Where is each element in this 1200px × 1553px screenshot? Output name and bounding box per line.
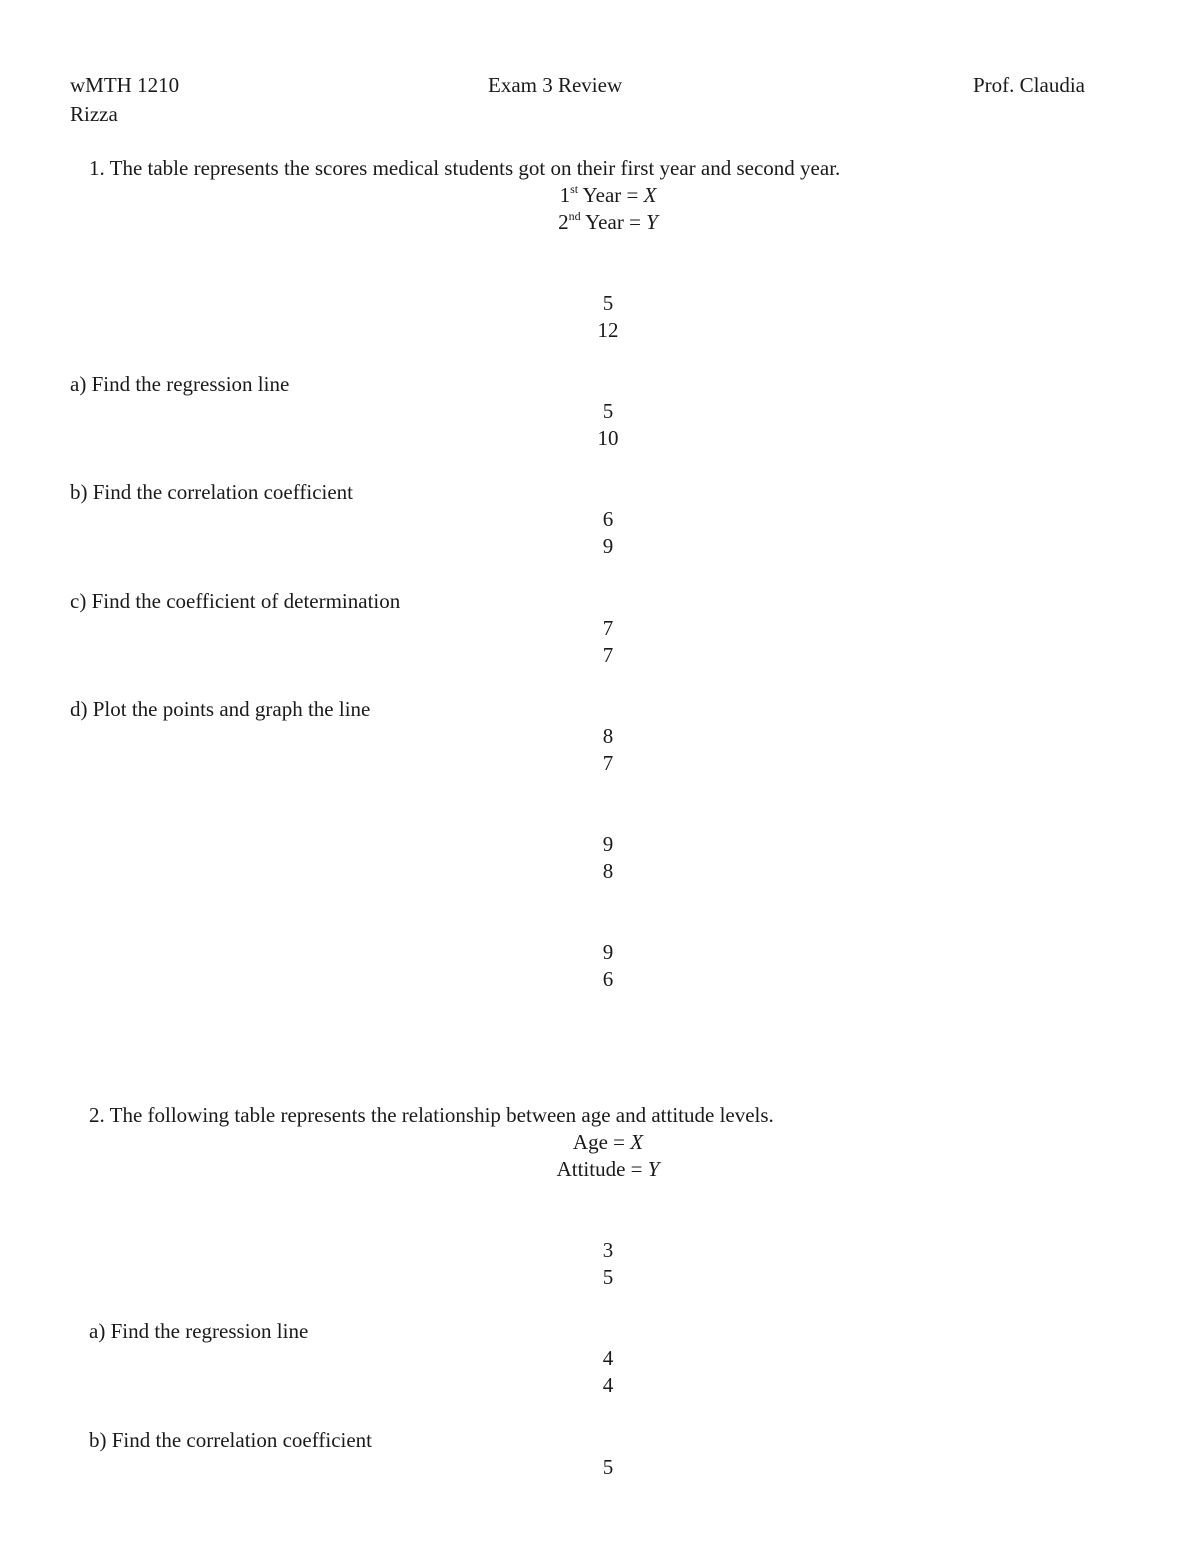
p2-table-x-value: 4 [602, 1346, 614, 1370]
x-variable: X [643, 183, 657, 207]
p1-table-x-value: 7 [602, 616, 614, 640]
x-variable: X [630, 1130, 644, 1154]
problem-1-x-definition [559, 182, 657, 207]
y-def-text: Year = [580, 210, 647, 234]
problem-1-y-definition [558, 209, 658, 234]
y-variable: Y [646, 210, 658, 234]
problem-2-x-definition [573, 1132, 643, 1153]
p1-question-b: b) Find the correlation coefficient [70, 480, 354, 504]
x-def-superscript: st [570, 182, 579, 196]
course-code: wMTH 1210 [70, 73, 180, 97]
x-def-text: Age = [572, 1130, 631, 1154]
p2-table-y-value: 5 [602, 1265, 614, 1289]
p2-table-x-value: 3 [602, 1238, 614, 1262]
p1-table-x-value: 8 [602, 724, 614, 748]
p1-table-y-value: 7 [602, 643, 614, 667]
p1-table-y-value: 7 [602, 751, 614, 775]
p1-table-x-value: 9 [602, 832, 614, 856]
p1-table-y-value: 6 [602, 967, 614, 991]
p1-table-y-value: 9 [602, 534, 614, 558]
page-title: Exam 3 Review [488, 73, 623, 97]
p1-table-y-value: 10 [597, 426, 619, 450]
y-def-number: 2 [558, 210, 569, 234]
p2-question-a: a) Find the regression line [89, 1319, 309, 1343]
p1-table-x-value: 6 [602, 507, 614, 531]
p1-table-y-value: 8 [602, 859, 614, 883]
p2-table-x-value: 5 [602, 1455, 614, 1479]
y-def-text: Attitude = [556, 1157, 648, 1181]
p1-question-d: d) Plot the points and graph the line [70, 697, 371, 721]
instructor-name-continued: Rizza [70, 102, 118, 126]
p1-table-y-value: 12 [597, 318, 619, 342]
y-def-superscript: nd [568, 209, 581, 223]
x-def-number: 1 [559, 183, 571, 207]
problem-2-y-definition [557, 1159, 660, 1180]
p2-table-y-value: 4 [602, 1373, 614, 1397]
p1-question-c: c) Find the coefficient of determination [70, 589, 401, 613]
y-variable: Y [647, 1157, 660, 1181]
problem-2-prompt: 2. The following table represents the relationship between age and attitude levels. [89, 1103, 774, 1127]
p1-table-x-value: 9 [602, 940, 614, 964]
x-def-text: Year = [578, 183, 644, 207]
p1-table-x-value: 5 [602, 291, 614, 315]
p2-question-b: b) Find the correlation coefficient [89, 1428, 373, 1452]
p1-table-x-value: 5 [602, 399, 614, 423]
instructor-name: Prof. Claudia [973, 73, 1085, 97]
problem-1-prompt: 1. The table represents the scores medical students got on their first year and second year. [89, 156, 841, 180]
p1-question-a: a) Find the regression line [70, 372, 290, 396]
